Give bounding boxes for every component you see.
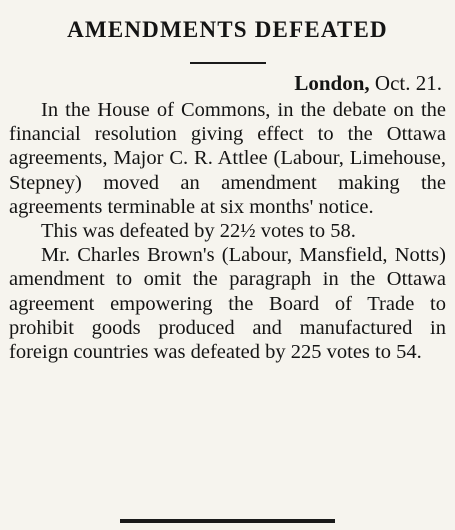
paragraph-2: This was defeated by 22½ votes to 58. [41,220,356,243]
paragraph-3: Mr. Charles Brown's (Labour, Mansfield, Notts) amendment to omit the paragraph in the Ottawa agreement empowering the Board of Trade to prohibit goods produced and manufactured in foreign countries was defeated by 225 votes to 54. [9,244,446,364]
dateline-place: London, [294,71,370,95]
headline-divider [190,62,266,64]
dateline-date: Oct. 21. [374,71,442,95]
dateline [294,68,442,98]
paragraph-1: In the House of Commons, in the debate on the financial resolution giving effect to the Ottawa agreements, Major C. R. Attlee (Labour, Limehouse, Stepney) moved an amendment making the agreements terminable at six months' notice. [9,99,446,218]
headline: AMENDMENTS DEFEATED [67,17,388,42]
end-rule [120,519,335,523]
article-body [9,98,446,364]
